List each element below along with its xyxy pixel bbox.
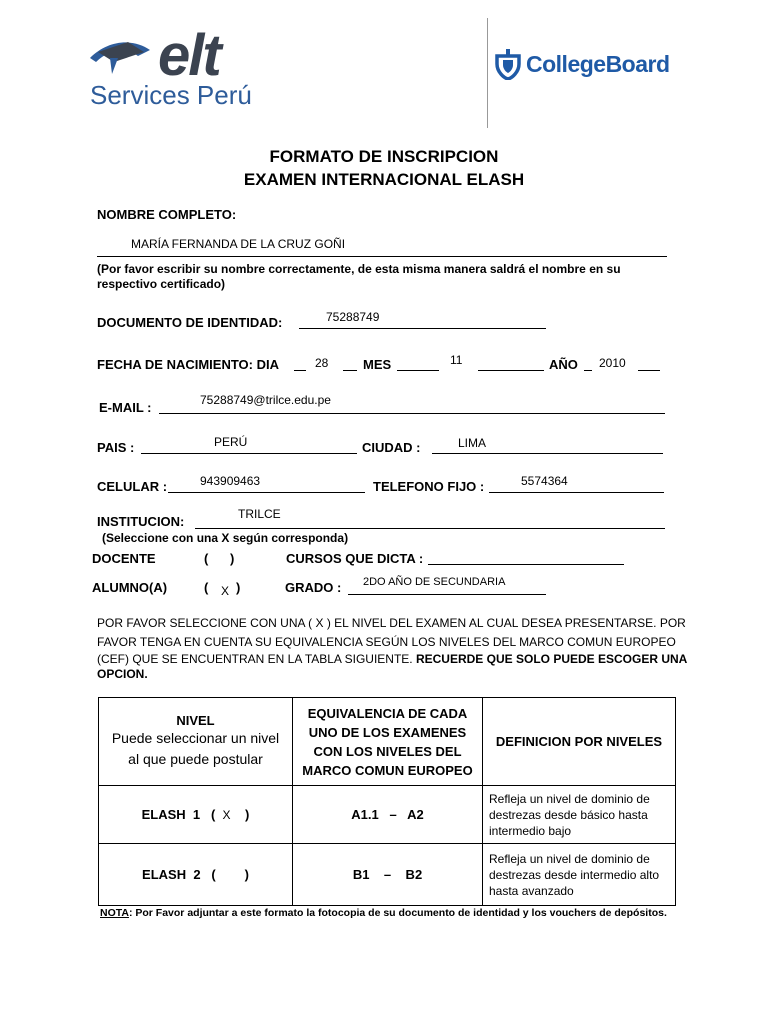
grado-line xyxy=(348,594,546,595)
institucion-label: INSTITUCION: xyxy=(97,514,185,529)
pais-value[interactable]: PERÚ xyxy=(214,435,248,449)
anio-label: AÑO xyxy=(549,357,578,372)
nombre-value[interactable]: MARÍA FERNANDA DE LA CRUZ GOÑI xyxy=(131,237,346,251)
instructions-line2: FAVOR TENGA EN CUENTA SU EQUIVALENCIA SEGÚN LOS NIVELES DEL MARCO COMUN EUROPEO xyxy=(97,635,676,649)
table-row xyxy=(99,844,676,906)
instructions-line3-normal: (CEF) QUE SE ENCUENTRAN EN LA TABLA SIGUIENTE. xyxy=(97,652,416,666)
elt-subtitle: Services Perú xyxy=(90,80,252,110)
footer-note xyxy=(100,906,670,920)
seleccione-note: (Seleccione con una X según corresponda) xyxy=(102,531,349,545)
row1-x-mark[interactable]: X xyxy=(222,808,231,822)
elt-wordmark: elt xyxy=(158,23,220,88)
form-title-line2: EXAMEN INTERNACIONAL ELASH xyxy=(243,170,525,189)
cursos-label: CURSOS QUE DICTA : xyxy=(286,551,424,566)
row2-nivel-label: ELASH 2 xyxy=(142,867,201,882)
ciudad-value[interactable]: LIMA xyxy=(458,436,487,450)
nombre-label: NOMBRE COMPLETO: xyxy=(97,207,237,222)
dia-line-1 xyxy=(294,370,306,371)
fecha-label: FECHA DE NACIMIENTO: DIA xyxy=(97,357,279,372)
row2-equiv: B1 – B2 xyxy=(293,844,483,906)
elt-logo xyxy=(88,23,258,110)
email-line xyxy=(159,413,665,414)
instructions-line3-bold: RECUERDE QUE SOLO PUEDE ESCOGER UNA xyxy=(415,652,688,666)
row1-definicion: Refleja un nivel de dominio de destrezas desde básico hasta intermedio bajo xyxy=(483,786,676,844)
alumno-paren-open: ( xyxy=(204,580,209,595)
alumno-label: ALUMNO(A) xyxy=(92,580,168,595)
acorn-icon xyxy=(494,48,522,80)
dia-value[interactable]: 28 xyxy=(315,356,329,370)
email-label: E-MAIL : xyxy=(99,400,152,415)
mes-line-1 xyxy=(397,370,439,371)
level-table-header xyxy=(99,698,676,786)
docente-checkbox[interactable]: ( ) xyxy=(204,551,235,566)
celular-value[interactable]: 943909463 xyxy=(200,474,261,488)
col-definicion-header: DEFINICION POR NIVELES xyxy=(483,698,676,786)
row2-definicion: Refleja un nivel de dominio de destrezas desde intermedio alto hasta avanzado xyxy=(483,844,676,906)
col-nivel-sub: Puede seleccionar un nivel al que puede postular xyxy=(111,730,280,767)
row2-nivel[interactable]: ELASH 2 ( ) xyxy=(99,844,293,906)
telefono-line xyxy=(489,492,664,493)
grado-label: GRADO : xyxy=(285,580,342,595)
dia-line-2 xyxy=(343,370,357,371)
instructions-line3 xyxy=(97,652,687,666)
row1-nivel-label: ELASH 1 xyxy=(141,807,201,822)
telefono-label: TELEFONO FIJO : xyxy=(373,479,485,494)
mes-line-2 xyxy=(478,370,544,371)
row1-equiv: A1.1 – A2 xyxy=(293,786,483,844)
anio-line-1 xyxy=(584,370,592,371)
docente-label: DOCENTE xyxy=(92,551,156,566)
institucion-value[interactable]: TRILCE xyxy=(238,507,281,521)
form-title-line1: FORMATO DE INSCRIPCION xyxy=(269,147,499,166)
pais-line xyxy=(141,453,357,454)
alumno-paren-close: ) xyxy=(236,580,241,595)
documento-value[interactable]: 75288749 xyxy=(326,310,380,324)
cursos-line xyxy=(428,564,624,565)
mes-label: MES xyxy=(363,357,392,372)
nota-text: : Por Favor adjuntar a este formato la fotocopia de su documento de identidad y los vouchers de depósitos. xyxy=(128,907,667,919)
col-nivel-title: NIVEL xyxy=(176,713,215,728)
telefono-value[interactable]: 5574364 xyxy=(521,474,568,488)
header-divider xyxy=(487,18,488,128)
collegeboard-wordmark: CollegeBoard xyxy=(526,51,670,77)
table-row xyxy=(99,786,676,844)
pais-label: PAIS : xyxy=(97,440,135,455)
anio-line-2 xyxy=(638,370,660,371)
ciudad-line xyxy=(432,453,663,454)
mes-value[interactable]: 11 xyxy=(450,353,463,367)
col-nivel-header xyxy=(99,698,293,786)
email-value[interactable]: 75288749@trilce.edu.pe xyxy=(200,393,331,407)
institucion-line xyxy=(195,528,665,529)
documento-label: DOCUMENTO DE IDENTIDAD: xyxy=(97,315,283,330)
level-table xyxy=(98,697,676,906)
nombre-note: (Por favor escribir su nombre correctamente, de esta misma manera saldrá el nombre en su respectivo certificado) xyxy=(97,262,621,291)
nota-label: NOTA xyxy=(100,907,129,919)
row1-nivel[interactable]: ELASH 1 ( X ) xyxy=(99,786,293,844)
instructions-line4: OPCION. xyxy=(97,667,148,681)
ciudad-label: CIUDAD : xyxy=(362,440,421,455)
alumno-x-mark[interactable]: X xyxy=(221,584,230,598)
instructions-line1: POR FAVOR SELECCIONE CON UNA ( X ) EL NIVEL DEL EXAMEN AL CUAL DESEA PRESENTARSE. POR xyxy=(97,616,686,630)
grado-value[interactable]: 2DO AÑO DE SECUNDARIA xyxy=(363,576,506,588)
col-equiv-header: EQUIVALENCIA DE CADA UNO DE LOS EXAMENES CON LOS NIVELES DEL MARCO COMUN EUROPEO xyxy=(293,698,483,786)
anio-value[interactable]: 2010 xyxy=(599,356,626,370)
celular-label: CELULAR : xyxy=(97,479,168,494)
celular-line xyxy=(168,492,365,493)
documento-line xyxy=(299,328,546,329)
nombre-line xyxy=(97,256,667,257)
